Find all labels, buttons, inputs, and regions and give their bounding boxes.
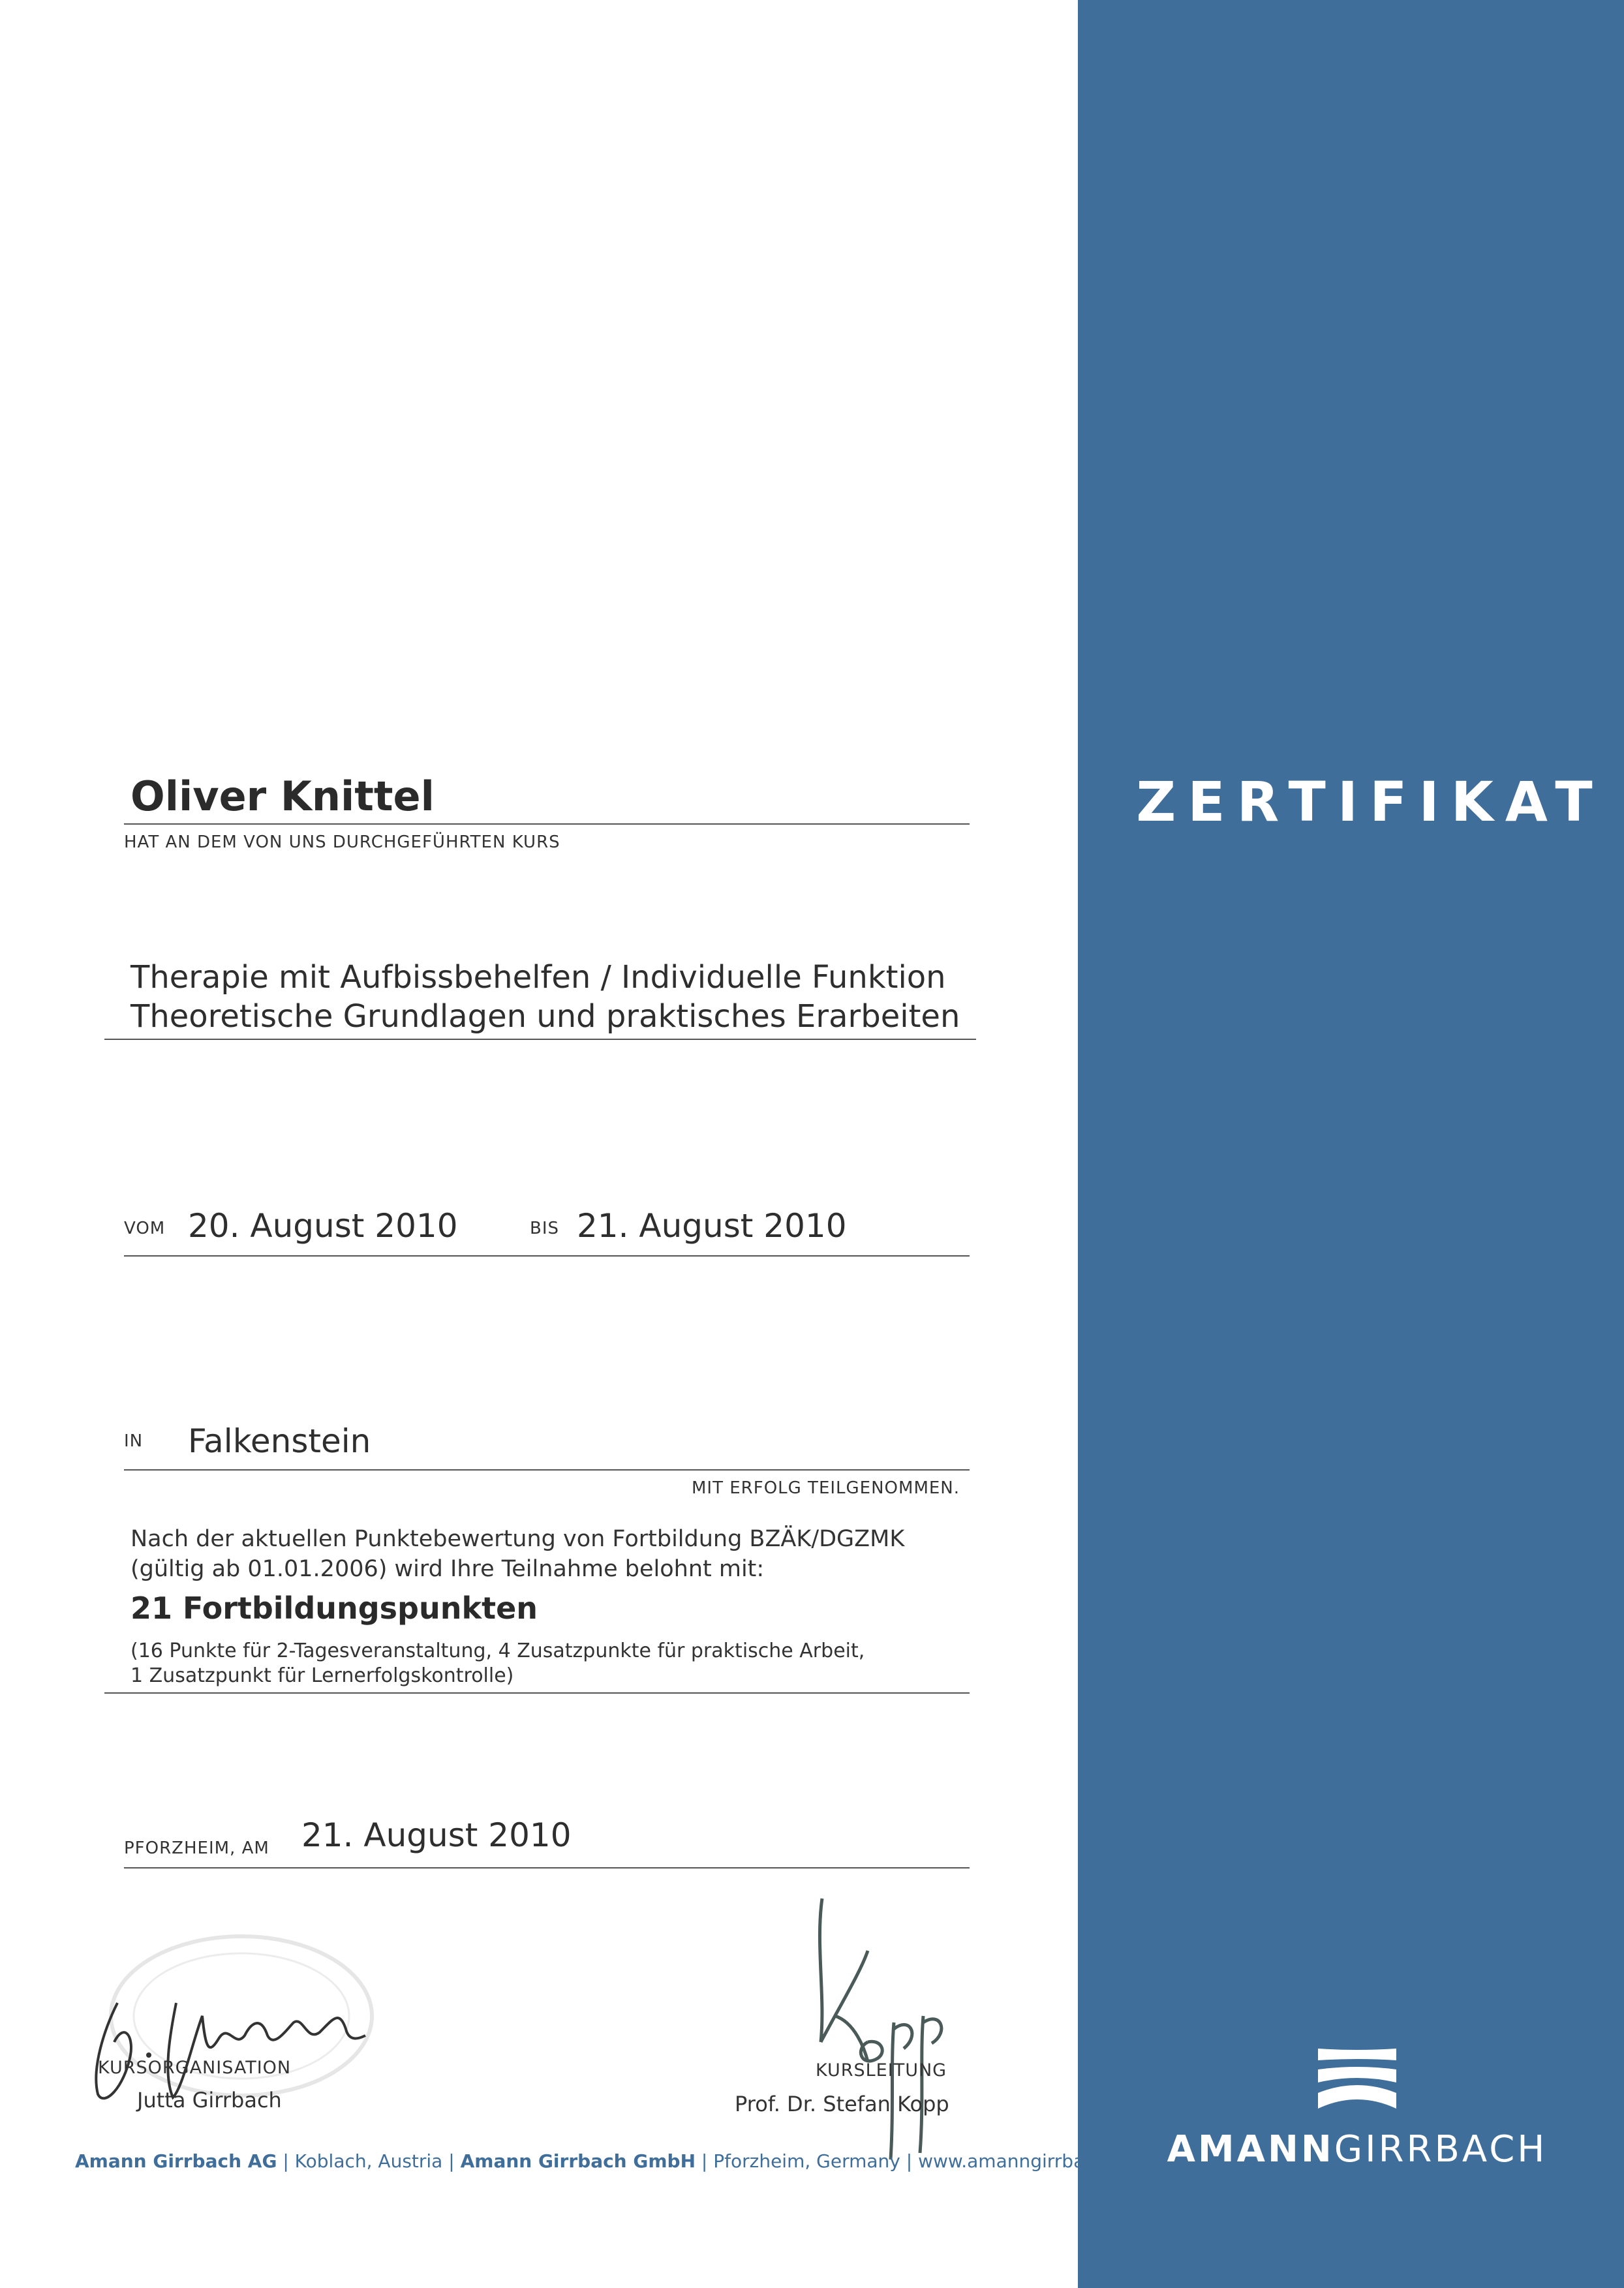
lead-signature — [770, 1892, 966, 2166]
to-date: 21. August 2010 — [577, 1207, 847, 1245]
points-description-line2: (gültig ab 01.01.2006) wird Ihre Teilnahme belohnt mit: — [130, 1556, 765, 1582]
brand-name-light: GIRRBACH — [1334, 2128, 1548, 2171]
issue-date: 21. August 2010 — [301, 1816, 572, 1854]
divider — [124, 1867, 970, 1869]
points-description — [130, 1524, 904, 1584]
footer-separator: | — [701, 2150, 708, 2172]
footer-separator: | — [283, 2150, 289, 2172]
certificate-title: ZERTIFIKAT — [1136, 770, 1604, 834]
issue-place-label: PFORZHEIM, AM — [124, 1838, 269, 1858]
location-label: IN — [124, 1431, 144, 1451]
points-description-line1: Nach der aktuellen Punktebewertung von Fortbildung BZÄK/DGZMK — [130, 1526, 905, 1552]
organisation-name: Jutta Girrbach — [137, 2088, 282, 2113]
brand-wordmark — [1109, 2128, 1605, 2171]
success-text: MIT ERFOLG TEILGENOMMEN. — [692, 1478, 960, 1498]
points-detail-line2: 1 Zusatzpunkt für Lernerfolgskontrolle) — [130, 1664, 514, 1687]
points-awarded: 21 Fortbildungspunkten — [130, 1591, 538, 1626]
course-title-line2: Theoretische Grundlagen und praktisches Erarbeiten — [130, 998, 960, 1035]
points-detail-line1: (16 Punkte für 2-Tagesveranstaltung, 4 Zusatzpunkte für praktische Arbeit, — [130, 1640, 865, 1662]
from-label: VOM — [124, 1219, 166, 1238]
points-detail — [130, 1639, 865, 1688]
footer-company1: Amann Girrbach AG — [75, 2150, 277, 2172]
amann-girrbach-small-logo — [1318, 2049, 1396, 2114]
divider — [124, 1255, 970, 1257]
footer-website-link[interactable]: www.amanngirrbach.com — [918, 2150, 1152, 2172]
footer-location2: Pforzheim, Germany — [713, 2150, 900, 2172]
location: Falkenstein — [188, 1422, 371, 1460]
divider — [124, 823, 970, 825]
course-title — [130, 958, 960, 1036]
intro-text: HAT AN DEM VON UNS DURCHGEFÜHRTEN KURS — [124, 832, 560, 852]
footer-separator: | — [906, 2150, 913, 2172]
brand-name-bold: AMANN — [1167, 2128, 1334, 2171]
divider — [104, 1692, 970, 1694]
footer-location1: Koblach, Austria — [294, 2150, 443, 2172]
footer-separator: | — [448, 2150, 455, 2172]
divider — [124, 1469, 970, 1471]
blue-side-band — [1078, 0, 1624, 2288]
lead-name: Prof. Dr. Stefan Kopp — [735, 2092, 949, 2116]
lead-label: KURSLEITUNG — [816, 2060, 947, 2081]
organisation-label: KURSORGANISATION — [98, 2058, 292, 2078]
divider — [104, 1039, 976, 1040]
to-label: BIS — [530, 1219, 560, 1238]
course-title-line1: Therapie mit Aufbissbehelfen / Individuelle Funktion — [130, 959, 946, 996]
participant-name: Oliver Knittel — [130, 772, 435, 820]
footer-company2: Amann Girrbach GmbH — [460, 2150, 696, 2172]
footer-company-info — [75, 2150, 1151, 2172]
from-date: 20. August 2010 — [188, 1207, 458, 1245]
